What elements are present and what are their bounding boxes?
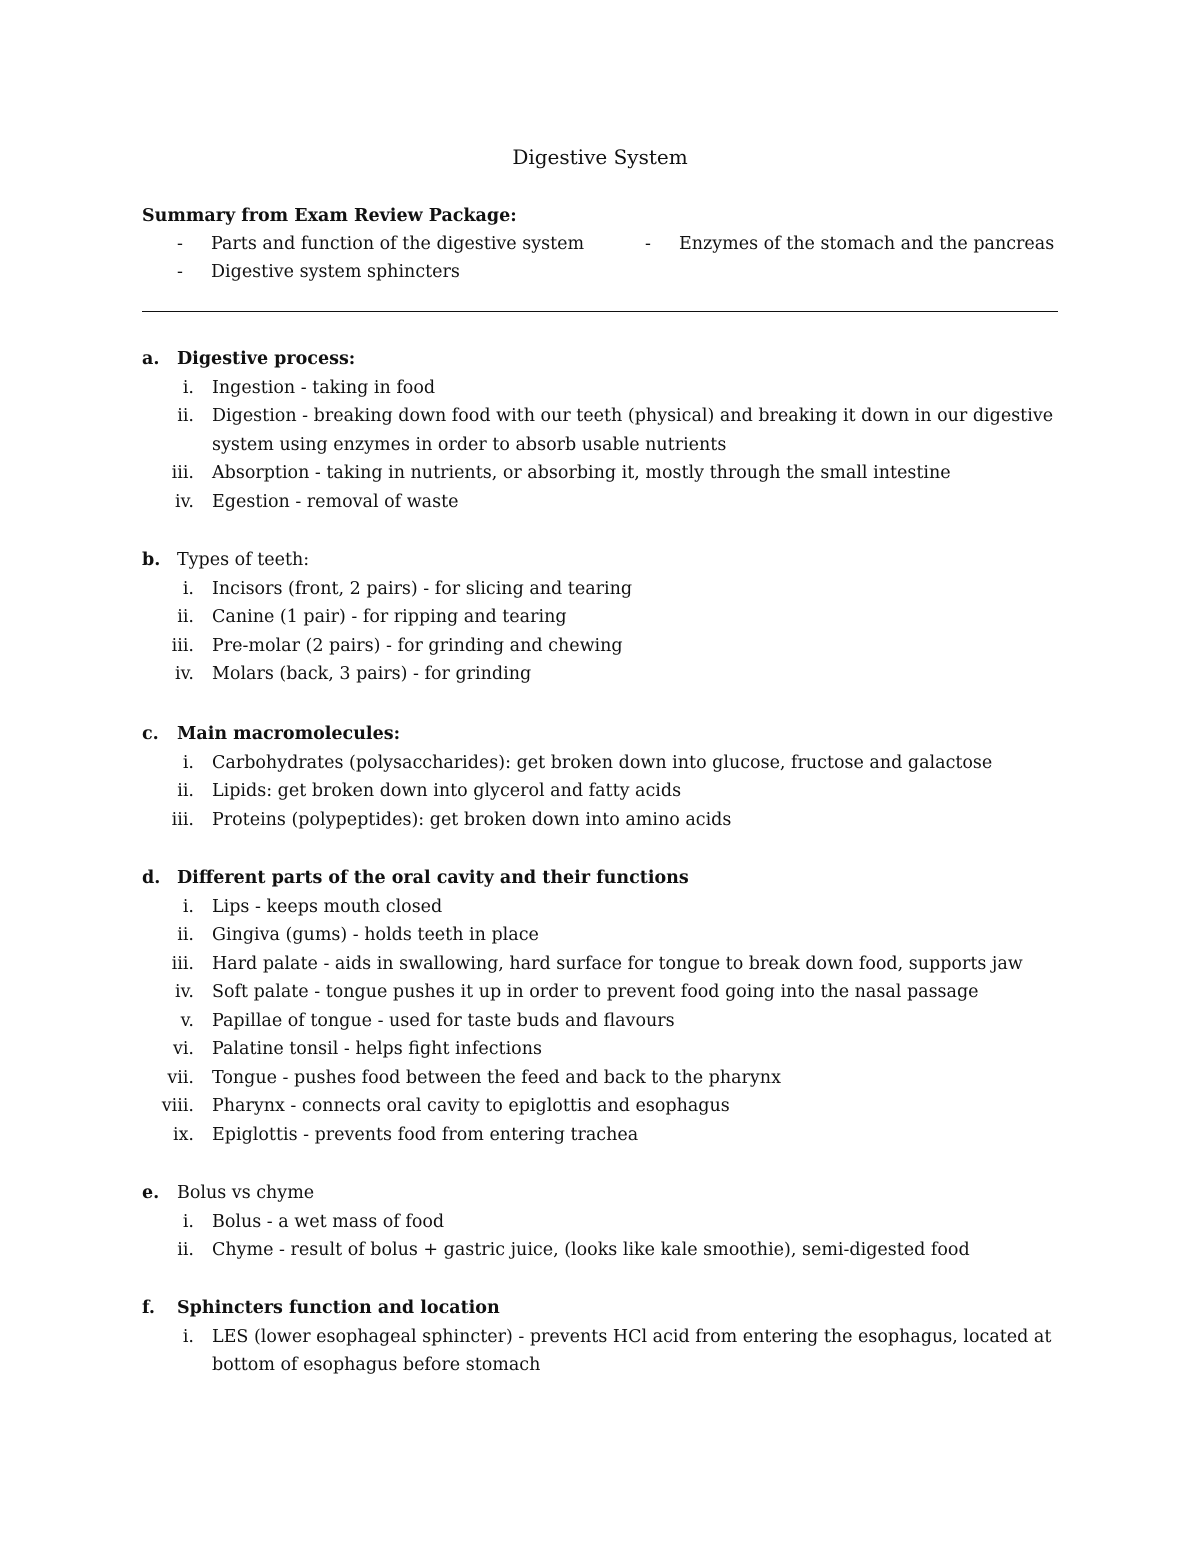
section-bolus-chyme bbox=[142, 1179, 1058, 1265]
section-letter: d. bbox=[142, 868, 161, 888]
section-heading bbox=[142, 345, 1058, 374]
list-item bbox=[142, 632, 1058, 661]
item-number: iii. bbox=[171, 809, 194, 830]
item-number: iv. bbox=[175, 664, 194, 684]
item-number: iii. bbox=[171, 953, 194, 974]
list-item bbox=[142, 777, 1058, 806]
item-number: ii. bbox=[177, 406, 194, 426]
horizontal-divider bbox=[142, 311, 1058, 312]
list-item bbox=[142, 950, 1058, 979]
list-item bbox=[142, 1323, 1058, 1380]
list-item bbox=[142, 1064, 1058, 1093]
item-number: iv. bbox=[175, 491, 194, 512]
item-number: i. bbox=[182, 1326, 194, 1347]
section-heading bbox=[142, 546, 1058, 575]
list-item bbox=[142, 893, 1058, 922]
section-macromolecules bbox=[142, 720, 1058, 834]
item-number: ii. bbox=[177, 925, 194, 945]
item-number: i. bbox=[182, 377, 194, 398]
section-sphincters bbox=[142, 1294, 1058, 1380]
item-number: ii. bbox=[177, 781, 194, 801]
item-text: Egestion - removal of waste bbox=[212, 491, 459, 512]
item-text: Tongue - pushes food between the feed and back to the pharynx bbox=[212, 1067, 781, 1088]
bullet-dash: - bbox=[645, 234, 651, 254]
item-number: vi. bbox=[172, 1039, 194, 1059]
item-number: iv. bbox=[175, 982, 194, 1002]
section-title: Digestive process: bbox=[177, 349, 356, 369]
item-number: i. bbox=[182, 1211, 194, 1232]
section-types-of-teeth bbox=[142, 546, 1058, 689]
list-item bbox=[142, 978, 1058, 1007]
item-text: Proteins (polypeptides): get broken down into amino acids bbox=[212, 809, 732, 830]
item-number: ii. bbox=[177, 607, 194, 627]
list-item bbox=[142, 374, 1058, 403]
section-letter: c. bbox=[142, 724, 159, 744]
item-number: i. bbox=[182, 896, 194, 917]
item-text: Soft palate - tongue pushes it up in order to prevent food going into the nasal passage bbox=[212, 982, 979, 1002]
item-number: v. bbox=[180, 1010, 194, 1031]
item-number: iii. bbox=[171, 635, 194, 656]
item-text: Absorption - taking in nutrients, or absorbing it, mostly through the small intestine bbox=[212, 463, 951, 483]
item-text: Palatine tonsil - helps fight infections bbox=[212, 1039, 542, 1059]
bullet-text: Digestive system sphincters bbox=[211, 262, 460, 282]
item-list bbox=[142, 893, 1058, 1150]
item-number: ii. bbox=[177, 1240, 194, 1260]
bullet-dash: - bbox=[177, 262, 183, 282]
item-number: viii. bbox=[161, 1096, 194, 1116]
item-number: i. bbox=[182, 752, 194, 773]
list-item bbox=[142, 806, 1058, 835]
summary-heading: Summary from Exam Review Package: bbox=[142, 206, 517, 226]
list-item bbox=[142, 1208, 1058, 1237]
item-text: Chyme - result of bolus + gastric juice, (looks like kale smoothie), semi-digested food bbox=[212, 1240, 970, 1260]
list-item bbox=[142, 459, 1058, 488]
bullet-dash: - bbox=[177, 234, 183, 254]
list-item bbox=[142, 660, 1058, 689]
list-item bbox=[142, 1007, 1058, 1036]
item-number: iii. bbox=[171, 463, 194, 483]
item-number: ix. bbox=[172, 1124, 194, 1145]
item-text: Molars (back, 3 pairs) - for grinding bbox=[212, 664, 532, 684]
item-text: Canine (1 pair) - for ripping and tearing bbox=[212, 607, 567, 627]
list-item bbox=[142, 1035, 1058, 1064]
section-title: Sphincters function and location bbox=[177, 1298, 500, 1318]
bullet-text: Enzymes of the stomach and the pancreas bbox=[679, 234, 1055, 254]
section-title: Different parts of the oral cavity and their functions bbox=[177, 868, 689, 888]
item-text: Bolus - a wet mass of food bbox=[212, 1211, 445, 1232]
section-letter: a. bbox=[142, 349, 160, 369]
item-number: vii. bbox=[167, 1067, 194, 1088]
section-heading bbox=[142, 864, 1058, 893]
item-list bbox=[142, 749, 1058, 835]
item-text: Lips - keeps mouth closed bbox=[212, 896, 443, 917]
section-title: Main macromolecules: bbox=[177, 724, 401, 744]
list-item bbox=[142, 921, 1058, 950]
list-item bbox=[142, 1092, 1058, 1121]
list-item bbox=[142, 603, 1058, 632]
item-text: Carbohydrates (polysaccharides): get broken down into glucose, fructose and galactose bbox=[212, 752, 993, 773]
item-list bbox=[142, 374, 1058, 517]
item-text: Epiglottis - prevents food from entering trachea bbox=[212, 1124, 639, 1145]
list-item bbox=[142, 1236, 1058, 1265]
section-heading bbox=[142, 1179, 1058, 1208]
item-text: Digestion - breaking down food with our teeth (physical) and breaking it down in our digestive system using enzymes in order to absorb usable nutrients bbox=[212, 406, 1054, 455]
section-heading bbox=[142, 720, 1058, 749]
item-text: LES (lower esophageal sphincter) - prevents HCl acid from entering the esophagus, located at bottom of esophagus before stomach bbox=[212, 1326, 1052, 1375]
section-title: Bolus vs chyme bbox=[177, 1183, 315, 1203]
item-number: i. bbox=[182, 578, 194, 599]
section-digestive-process bbox=[142, 345, 1058, 516]
item-list bbox=[142, 575, 1058, 689]
list-item bbox=[142, 402, 1058, 459]
item-list bbox=[142, 1323, 1058, 1380]
item-text: Incisors (front, 2 pairs) - for slicing and tearing bbox=[212, 578, 633, 599]
item-text: Ingestion - taking in food bbox=[212, 377, 436, 398]
item-text: Pharynx - connects oral cavity to epiglottis and esophagus bbox=[212, 1096, 730, 1116]
item-text: Hard palate - aids in swallowing, hard surface for tongue to break down food, supports jaw bbox=[212, 953, 1023, 974]
bullet-text: Parts and function of the digestive system bbox=[211, 234, 585, 254]
list-item bbox=[142, 488, 1058, 517]
item-list bbox=[142, 1208, 1058, 1265]
list-item bbox=[142, 575, 1058, 604]
item-text: Lipids: get broken down into glycerol and fatty acids bbox=[212, 781, 682, 801]
item-text: Papillae of tongue - used for taste buds and flavours bbox=[212, 1010, 675, 1031]
section-letter: b. bbox=[142, 550, 161, 570]
section-heading bbox=[142, 1294, 1058, 1323]
section-letter: f. bbox=[142, 1298, 155, 1318]
page-title: Digestive System bbox=[512, 145, 688, 169]
section-letter: e. bbox=[142, 1183, 160, 1203]
list-item bbox=[142, 749, 1058, 778]
section-title: Types of teeth: bbox=[177, 550, 310, 570]
item-text: Pre-molar (2 pairs) - for grinding and chewing bbox=[212, 635, 623, 656]
list-item bbox=[142, 1121, 1058, 1150]
item-text: Gingiva (gums) - holds teeth in place bbox=[212, 925, 539, 945]
section-oral-cavity bbox=[142, 864, 1058, 1149]
